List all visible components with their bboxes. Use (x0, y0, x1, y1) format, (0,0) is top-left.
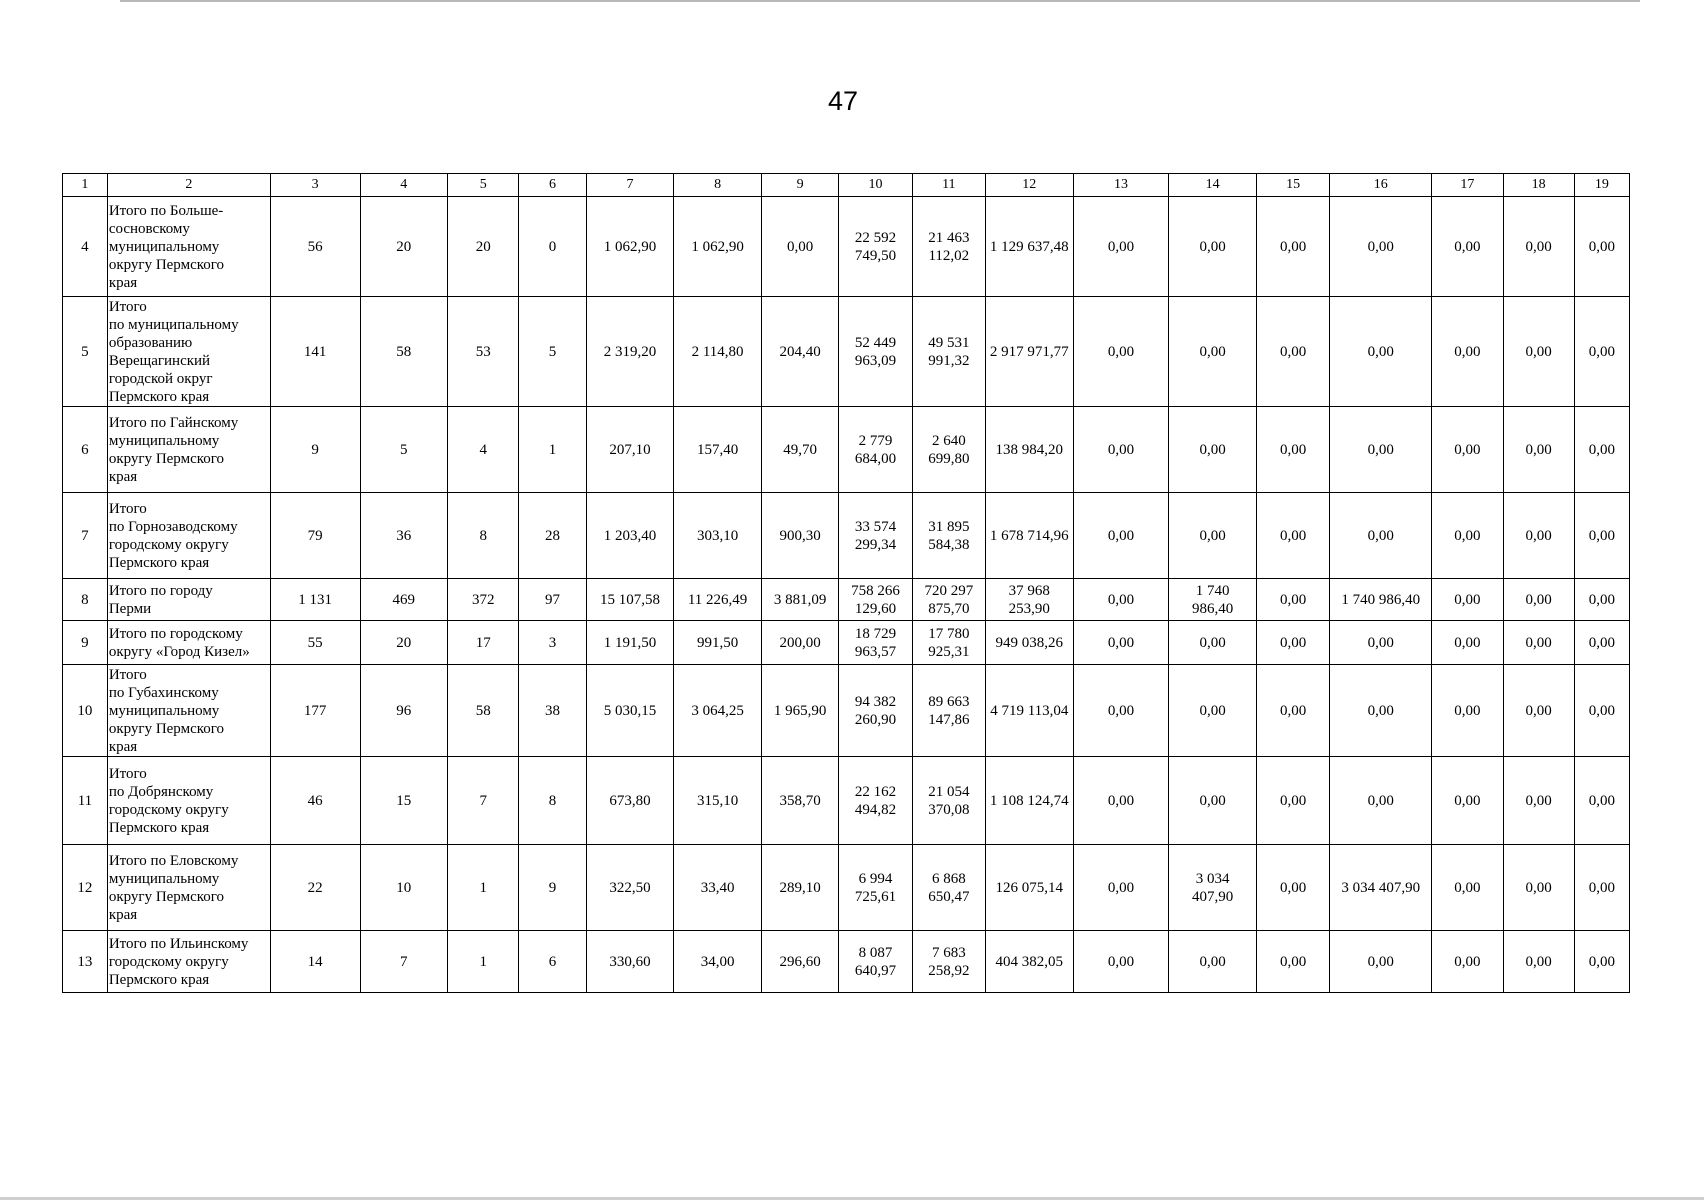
value-cell: 0,00 (1330, 297, 1432, 407)
value-cell: 0,00 (1503, 845, 1574, 931)
value-cell: 96 (360, 665, 448, 757)
value-cell: 900,30 (761, 493, 838, 579)
value-cell: 3 034 407,90 (1169, 845, 1257, 931)
value-cell: 0 (519, 197, 586, 297)
value-cell: 1 129 637,48 (985, 197, 1073, 297)
value-cell: 0,00 (1432, 665, 1503, 757)
value-cell: 0,00 (1503, 665, 1574, 757)
value-cell: 0,00 (1574, 297, 1629, 407)
row-number-cell: 12 (63, 845, 108, 931)
column-header: 16 (1330, 174, 1432, 197)
value-cell: 0,00 (1432, 297, 1503, 407)
column-header: 6 (519, 174, 586, 197)
value-cell: 315,10 (674, 757, 762, 845)
value-cell: 79 (270, 493, 360, 579)
value-cell: 404 382,05 (985, 931, 1073, 993)
value-cell: 17 780 925,31 (912, 621, 985, 665)
value-cell: 296,60 (761, 931, 838, 993)
value-cell: 4 (448, 407, 519, 493)
value-cell: 372 (448, 579, 519, 621)
value-cell: 0,00 (1256, 931, 1329, 993)
region-name-cell: Итого по городскому округу «Город Кизел» (107, 621, 270, 665)
table-row (63, 297, 1630, 407)
value-cell: 0,00 (1432, 621, 1503, 665)
value-cell: 7 (448, 757, 519, 845)
value-cell: 0,00 (1073, 197, 1169, 297)
value-cell: 1 965,90 (761, 665, 838, 757)
value-cell: 2 640 699,80 (912, 407, 985, 493)
value-cell: 1 131 (270, 579, 360, 621)
value-cell: 94 382 260,90 (839, 665, 912, 757)
value-cell: 991,50 (674, 621, 762, 665)
value-cell: 9 (519, 845, 586, 931)
region-name-cell: Итого по Горнозаводскому городскому округу Пермского края (107, 493, 270, 579)
value-cell: 0,00 (761, 197, 838, 297)
row-number-cell: 4 (63, 197, 108, 297)
column-header: 13 (1073, 174, 1169, 197)
value-cell: 1 062,90 (674, 197, 762, 297)
row-number-cell: 10 (63, 665, 108, 757)
table-body (63, 197, 1630, 993)
value-cell: 15 107,58 (586, 579, 674, 621)
column-header: 3 (270, 174, 360, 197)
value-cell: 33 574 299,34 (839, 493, 912, 579)
data-table (62, 173, 1630, 993)
region-name-cell: Итого по Еловскому муниципальному округу Пермского края (107, 845, 270, 931)
value-cell: 0,00 (1169, 197, 1257, 297)
value-cell: 58 (448, 665, 519, 757)
value-cell: 1 740 986,40 (1169, 579, 1257, 621)
value-cell: 0,00 (1574, 493, 1629, 579)
value-cell: 5 030,15 (586, 665, 674, 757)
value-cell: 22 162 494,82 (839, 757, 912, 845)
value-cell: 2 319,20 (586, 297, 674, 407)
value-cell: 469 (360, 579, 448, 621)
value-cell: 330,60 (586, 931, 674, 993)
column-header: 4 (360, 174, 448, 197)
value-cell: 0,00 (1073, 845, 1169, 931)
column-header: 17 (1432, 174, 1503, 197)
column-header: 5 (448, 174, 519, 197)
value-cell: 53 (448, 297, 519, 407)
value-cell: 0,00 (1169, 757, 1257, 845)
row-number-cell: 7 (63, 493, 108, 579)
value-cell: 0,00 (1169, 621, 1257, 665)
value-cell: 17 (448, 621, 519, 665)
value-cell: 0,00 (1256, 665, 1329, 757)
value-cell: 0,00 (1169, 297, 1257, 407)
value-cell: 0,00 (1574, 197, 1629, 297)
column-header: 14 (1169, 174, 1257, 197)
region-name-cell: Итого по Ильинскому городскому округу Пермского края (107, 931, 270, 993)
region-name-cell: Итого по Добрянскому городскому округу Пермского края (107, 757, 270, 845)
value-cell: 58 (360, 297, 448, 407)
region-name-cell: Итого по муниципальному образованию Верещагинский городской округ Пермского края (107, 297, 270, 407)
value-cell: 0,00 (1574, 579, 1629, 621)
value-cell: 0,00 (1073, 407, 1169, 493)
value-cell: 8 (519, 757, 586, 845)
value-cell: 0,00 (1503, 297, 1574, 407)
value-cell: 322,50 (586, 845, 674, 931)
value-cell: 7 683 258,92 (912, 931, 985, 993)
value-cell: 1 (448, 931, 519, 993)
value-cell: 0,00 (1574, 665, 1629, 757)
value-cell: 22 (270, 845, 360, 931)
value-cell: 3 034 407,90 (1330, 845, 1432, 931)
value-cell: 1 (519, 407, 586, 493)
value-cell: 28 (519, 493, 586, 579)
value-cell: 0,00 (1330, 493, 1432, 579)
column-header: 9 (761, 174, 838, 197)
value-cell: 1 191,50 (586, 621, 674, 665)
column-header: 10 (839, 174, 912, 197)
row-number-cell: 9 (63, 621, 108, 665)
value-cell: 0,00 (1169, 493, 1257, 579)
value-cell: 0,00 (1073, 931, 1169, 993)
value-cell: 56 (270, 197, 360, 297)
table-row (63, 579, 1630, 621)
value-cell: 1 203,40 (586, 493, 674, 579)
value-cell: 8 087 640,97 (839, 931, 912, 993)
value-cell: 0,00 (1574, 931, 1629, 993)
table-row (63, 845, 1630, 931)
value-cell: 31 895 584,38 (912, 493, 985, 579)
value-cell: 15 (360, 757, 448, 845)
value-cell: 0,00 (1073, 579, 1169, 621)
column-header: 19 (1574, 174, 1629, 197)
value-cell: 11 226,49 (674, 579, 762, 621)
value-cell: 289,10 (761, 845, 838, 931)
value-cell: 6 (519, 931, 586, 993)
value-cell: 0,00 (1432, 493, 1503, 579)
value-cell: 6 868 650,47 (912, 845, 985, 931)
page-number: 47 (827, 86, 859, 116)
value-cell: 21 054 370,08 (912, 757, 985, 845)
row-number-cell: 11 (63, 757, 108, 845)
value-cell: 5 (360, 407, 448, 493)
value-cell: 1 108 124,74 (985, 757, 1073, 845)
column-header: 7 (586, 174, 674, 197)
value-cell: 0,00 (1330, 931, 1432, 993)
value-cell: 89 663 147,86 (912, 665, 985, 757)
value-cell: 0,00 (1503, 621, 1574, 665)
value-cell: 0,00 (1503, 197, 1574, 297)
column-header: 12 (985, 174, 1073, 197)
value-cell: 49,70 (761, 407, 838, 493)
value-cell: 33,40 (674, 845, 762, 931)
value-cell: 0,00 (1432, 407, 1503, 493)
region-name-cell: Итого по Больше- сосновскому муниципальному округу Пермского края (107, 197, 270, 297)
region-name-cell: Итого по Губахинскому муниципальному округу Пермского края (107, 665, 270, 757)
value-cell: 177 (270, 665, 360, 757)
value-cell: 758 266 129,60 (839, 579, 912, 621)
value-cell: 0,00 (1503, 931, 1574, 993)
table-row (63, 197, 1630, 297)
value-cell: 22 592 749,50 (839, 197, 912, 297)
value-cell: 0,00 (1073, 493, 1169, 579)
value-cell: 141 (270, 297, 360, 407)
value-cell: 358,70 (761, 757, 838, 845)
value-cell: 0,00 (1169, 931, 1257, 993)
value-cell: 673,80 (586, 757, 674, 845)
value-cell: 0,00 (1169, 665, 1257, 757)
value-cell: 0,00 (1432, 845, 1503, 931)
value-cell: 20 (448, 197, 519, 297)
value-cell: 1 678 714,96 (985, 493, 1073, 579)
value-cell: 126 075,14 (985, 845, 1073, 931)
value-cell: 200,00 (761, 621, 838, 665)
column-header: 11 (912, 174, 985, 197)
value-cell: 36 (360, 493, 448, 579)
value-cell: 0,00 (1574, 621, 1629, 665)
value-cell: 1 (448, 845, 519, 931)
value-cell: 8 (448, 493, 519, 579)
value-cell: 21 463 112,02 (912, 197, 985, 297)
column-header: 1 (63, 174, 108, 197)
value-cell: 2 114,80 (674, 297, 762, 407)
value-cell: 0,00 (1432, 197, 1503, 297)
table-header-row (63, 174, 1630, 197)
value-cell: 0,00 (1256, 197, 1329, 297)
value-cell: 3 064,25 (674, 665, 762, 757)
value-cell: 0,00 (1432, 931, 1503, 993)
value-cell: 1 062,90 (586, 197, 674, 297)
value-cell: 0,00 (1330, 197, 1432, 297)
column-header: 15 (1256, 174, 1329, 197)
value-cell: 0,00 (1432, 579, 1503, 621)
value-cell: 0,00 (1330, 665, 1432, 757)
value-cell: 46 (270, 757, 360, 845)
row-number-cell: 6 (63, 407, 108, 493)
value-cell: 0,00 (1256, 579, 1329, 621)
value-cell: 0,00 (1256, 297, 1329, 407)
value-cell: 9 (270, 407, 360, 493)
region-name-cell: Итого по Гайнскому муниципальному округу Пермского края (107, 407, 270, 493)
value-cell: 52 449 963,09 (839, 297, 912, 407)
value-cell: 0,00 (1503, 757, 1574, 845)
value-cell: 0,00 (1256, 845, 1329, 931)
column-header: 18 (1503, 174, 1574, 197)
value-cell: 0,00 (1574, 845, 1629, 931)
value-cell: 0,00 (1073, 665, 1169, 757)
value-cell: 34,00 (674, 931, 762, 993)
value-cell: 14 (270, 931, 360, 993)
value-cell: 18 729 963,57 (839, 621, 912, 665)
value-cell: 0,00 (1432, 757, 1503, 845)
value-cell: 0,00 (1073, 757, 1169, 845)
table-row (63, 407, 1630, 493)
value-cell: 0,00 (1073, 621, 1169, 665)
value-cell: 6 994 725,61 (839, 845, 912, 931)
value-cell: 3 (519, 621, 586, 665)
value-cell: 204,40 (761, 297, 838, 407)
value-cell: 2 779 684,00 (839, 407, 912, 493)
value-cell: 0,00 (1503, 579, 1574, 621)
page-edge-top (120, 0, 1640, 2)
value-cell: 1 740 986,40 (1330, 579, 1432, 621)
value-cell: 0,00 (1330, 757, 1432, 845)
value-cell: 37 968 253,90 (985, 579, 1073, 621)
value-cell: 0,00 (1330, 407, 1432, 493)
value-cell: 4 719 113,04 (985, 665, 1073, 757)
value-cell: 97 (519, 579, 586, 621)
value-cell: 0,00 (1330, 621, 1432, 665)
value-cell: 5 (519, 297, 586, 407)
table-row (63, 621, 1630, 665)
value-cell: 3 881,09 (761, 579, 838, 621)
column-header: 8 (674, 174, 762, 197)
table-row (63, 757, 1630, 845)
value-cell: 303,10 (674, 493, 762, 579)
value-cell: 10 (360, 845, 448, 931)
value-cell: 720 297 875,70 (912, 579, 985, 621)
table-row (63, 665, 1630, 757)
value-cell: 0,00 (1073, 297, 1169, 407)
value-cell: 0,00 (1256, 493, 1329, 579)
value-cell: 138 984,20 (985, 407, 1073, 493)
value-cell: 20 (360, 197, 448, 297)
value-cell: 7 (360, 931, 448, 993)
region-name-cell: Итого по городу Перми (107, 579, 270, 621)
value-cell: 0,00 (1503, 493, 1574, 579)
value-cell: 0,00 (1256, 757, 1329, 845)
value-cell: 0,00 (1256, 407, 1329, 493)
value-cell: 20 (360, 621, 448, 665)
row-number-cell: 8 (63, 579, 108, 621)
row-number-cell: 13 (63, 931, 108, 993)
value-cell: 0,00 (1574, 407, 1629, 493)
column-header: 2 (107, 174, 270, 197)
value-cell: 49 531 991,32 (912, 297, 985, 407)
value-cell: 55 (270, 621, 360, 665)
value-cell: 949 038,26 (985, 621, 1073, 665)
value-cell: 38 (519, 665, 586, 757)
table-row (63, 931, 1630, 993)
value-cell: 0,00 (1169, 407, 1257, 493)
value-cell: 207,10 (586, 407, 674, 493)
row-number-cell: 5 (63, 297, 108, 407)
value-cell: 157,40 (674, 407, 762, 493)
value-cell: 0,00 (1574, 757, 1629, 845)
value-cell: 0,00 (1256, 621, 1329, 665)
value-cell: 2 917 971,77 (985, 297, 1073, 407)
table-row (63, 493, 1630, 579)
value-cell: 0,00 (1503, 407, 1574, 493)
